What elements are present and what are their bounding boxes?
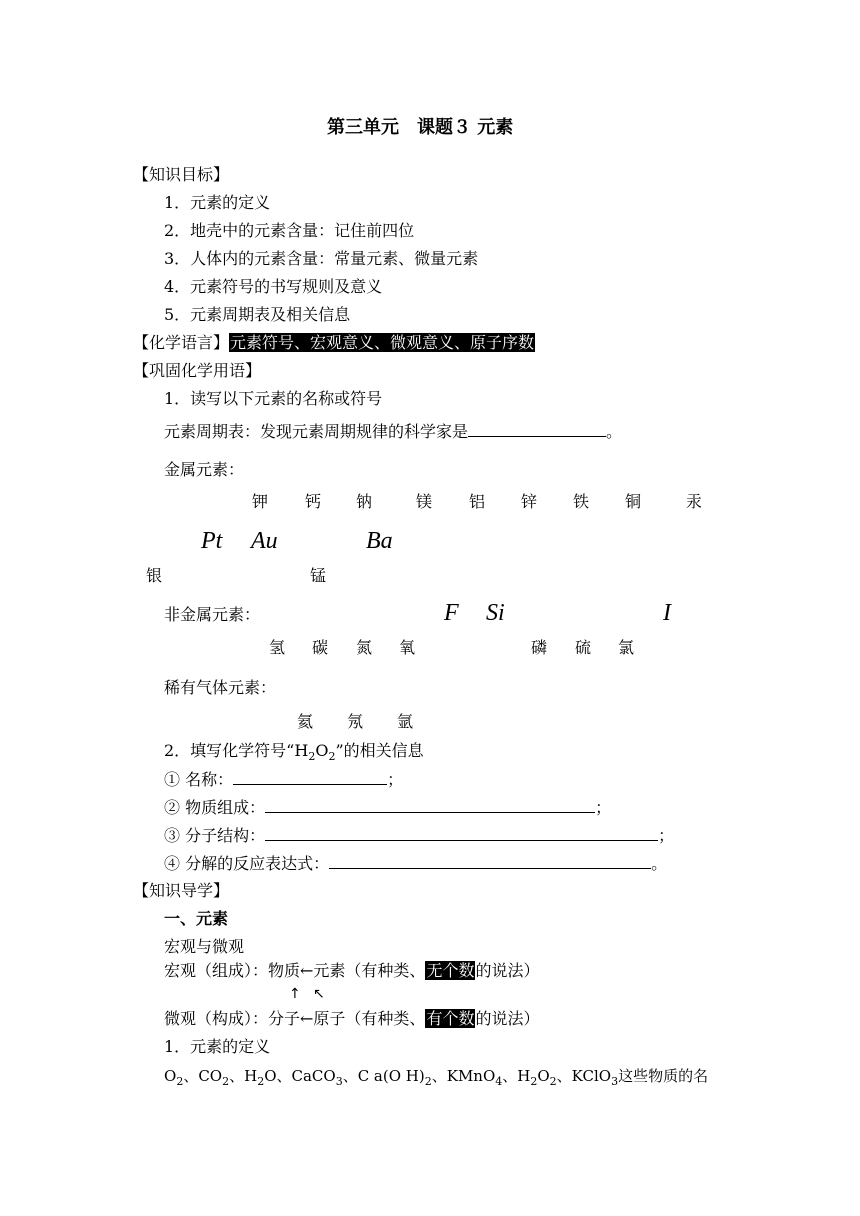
question-1: 1．读写以下元素的名称或符号 — [164, 389, 383, 408]
question-2 — [164, 741, 424, 764]
formula-sub: 2 — [549, 1075, 557, 1088]
reaction-blank[interactable] — [329, 853, 651, 869]
formula-sub: 2 — [222, 1075, 230, 1088]
left-arrow-icon: ← — [300, 1009, 314, 1028]
formula-part: 、H — [229, 1067, 258, 1085]
q2-item-label: ④ 分解的反应表达式： — [164, 854, 330, 873]
nonmetal-element: 氯 — [618, 638, 635, 657]
metal-label: 金属元素： — [164, 460, 245, 479]
macro-highlight: 无个数 — [426, 961, 475, 980]
formula-part: 、C a(O H) — [342, 1067, 425, 1085]
nonmetal-element: 氢 — [269, 638, 286, 657]
chem-language-line — [133, 333, 535, 353]
metal-element: 汞 — [686, 492, 703, 511]
q2-item — [164, 853, 667, 874]
metal-symbol: Ba — [366, 528, 393, 554]
micro-highlight: 有个数 — [426, 1009, 475, 1028]
nonmetal-element: 氮 — [356, 638, 373, 657]
formula-sub: 2 — [257, 1075, 265, 1088]
q2-item-label: ① 名称： — [164, 770, 234, 789]
q2-item-end: ； — [658, 826, 675, 845]
nonmetal-label: 非金属元素： — [164, 605, 261, 624]
goal-item: 4．元素符号的书写规则及意义 — [164, 277, 383, 296]
macro-text: 的说法） — [475, 961, 540, 980]
noble-label: 稀有气体元素： — [164, 678, 277, 697]
formula-sub: 3 — [611, 1075, 619, 1088]
nonmetal-symbol: I — [663, 600, 671, 626]
formula-sub: 4 — [495, 1075, 503, 1088]
q2-item-label: ③ 分子结构： — [164, 826, 266, 845]
micro-text: 的说法） — [475, 1009, 540, 1028]
goal-item: 1．元素的定义 — [164, 193, 271, 212]
metal-element: 钾 — [252, 492, 269, 511]
metal-symbol: Pt — [201, 528, 223, 554]
macro-line — [164, 961, 539, 981]
structure-blank[interactable] — [265, 825, 658, 841]
metal-element: 钠 — [356, 492, 373, 511]
formula-sub: 2 — [424, 1075, 432, 1088]
periodic-table-line — [164, 421, 622, 442]
metal-element: 锌 — [521, 492, 538, 511]
noble-element: 氖 — [347, 712, 364, 731]
formula-sub: 2 — [176, 1075, 184, 1088]
formula-part: 、KClO — [556, 1067, 612, 1085]
definition-heading: 1．元素的定义 — [164, 1037, 271, 1056]
noble-element: 氦 — [297, 712, 314, 731]
formula-line — [164, 1066, 708, 1086]
scientist-blank[interactable] — [468, 421, 606, 437]
micro-text: 原子（有种类、 — [313, 1009, 426, 1028]
left-arrow-icon: ← — [300, 961, 314, 980]
q2-sub: 2 — [328, 750, 336, 764]
formula-part: 、H — [502, 1067, 531, 1085]
diagonal-arrow-icon: ↖ — [313, 986, 325, 1002]
formula-part: 、CO — [183, 1067, 223, 1085]
nonmetal-symbol: F — [444, 600, 459, 626]
q2-item — [164, 797, 611, 818]
noble-element: 氩 — [397, 712, 414, 731]
q2-text-c: ”的相关信息 — [335, 741, 424, 760]
q2-item-end: ； — [595, 798, 612, 817]
composition-blank[interactable] — [265, 797, 595, 813]
q2-text-a: 2．填写化学符号“H — [164, 741, 309, 760]
section-goals-heading: 【知识目标】 — [133, 165, 230, 184]
formula-tail: 这些物质的名 — [618, 1067, 709, 1085]
section-guide-heading: 【知识导学】 — [133, 881, 230, 900]
macro-text: 宏观（组成）：物质 — [164, 961, 301, 980]
q2-item — [164, 825, 674, 846]
up-arrow-icon: ↑ — [289, 986, 301, 1002]
formula-part: O — [164, 1067, 177, 1085]
lang-highlight: 元素符号、宏观意义、微观意义、原子序数 — [230, 333, 535, 352]
metal-element: 钙 — [305, 492, 322, 511]
periodic-prefix: 元素周期表：发现元素周期规律的科学家是 — [164, 422, 469, 441]
nonmetal-element: 氧 — [399, 638, 416, 657]
metal-symbol: Au — [251, 528, 278, 554]
metal-element: 锰 — [310, 566, 327, 585]
q2-text-b: O — [315, 741, 329, 760]
q2-item-label: ② 物质组成： — [164, 798, 266, 817]
nonmetal-symbol: Si — [486, 600, 505, 626]
metal-element: 银 — [146, 566, 163, 585]
nonmetal-element: 碳 — [312, 638, 329, 657]
nonmetal-element: 硫 — [575, 638, 592, 657]
formula-part: 、KMnO — [431, 1067, 496, 1085]
q2-item — [164, 769, 403, 790]
goal-item: 5．元素周期表及相关信息 — [164, 305, 351, 324]
name-blank[interactable] — [233, 769, 387, 785]
q2-item-end: 。 — [651, 854, 668, 873]
section-consolidate-heading: 【巩固化学用语】 — [133, 361, 262, 380]
section-lang-heading: 【化学语言】 — [133, 333, 230, 352]
metal-element: 铝 — [469, 492, 486, 511]
formula-sub: 2 — [530, 1075, 538, 1088]
formula-sub: 3 — [335, 1075, 343, 1088]
metal-element: 镁 — [416, 492, 433, 511]
macro-text: 元素（有种类、 — [313, 961, 426, 980]
formula-part: O — [537, 1067, 550, 1085]
part-heading: 一、元素 — [164, 909, 229, 928]
q2-item-end: ； — [387, 770, 404, 789]
page-title: 第三单元 课题３ 元素 — [327, 117, 514, 138]
metal-element: 铜 — [625, 492, 642, 511]
formula-part: O、CaCO — [264, 1067, 336, 1085]
metal-element: 铁 — [573, 492, 590, 511]
micro-line — [164, 1009, 539, 1029]
goal-item: 3．人体内的元素含量：常量元素、微量元素 — [164, 249, 479, 268]
goal-item: 2．地壳中的元素含量：记住前四位 — [164, 221, 415, 240]
periodic-suffix: 。 — [606, 422, 623, 441]
macro-micro-heading: 宏观与微观 — [164, 937, 245, 956]
micro-text: 微观（构成）：分子 — [164, 1009, 301, 1028]
nonmetal-element: 磷 — [531, 638, 548, 657]
q2-sub: 2 — [308, 750, 316, 764]
